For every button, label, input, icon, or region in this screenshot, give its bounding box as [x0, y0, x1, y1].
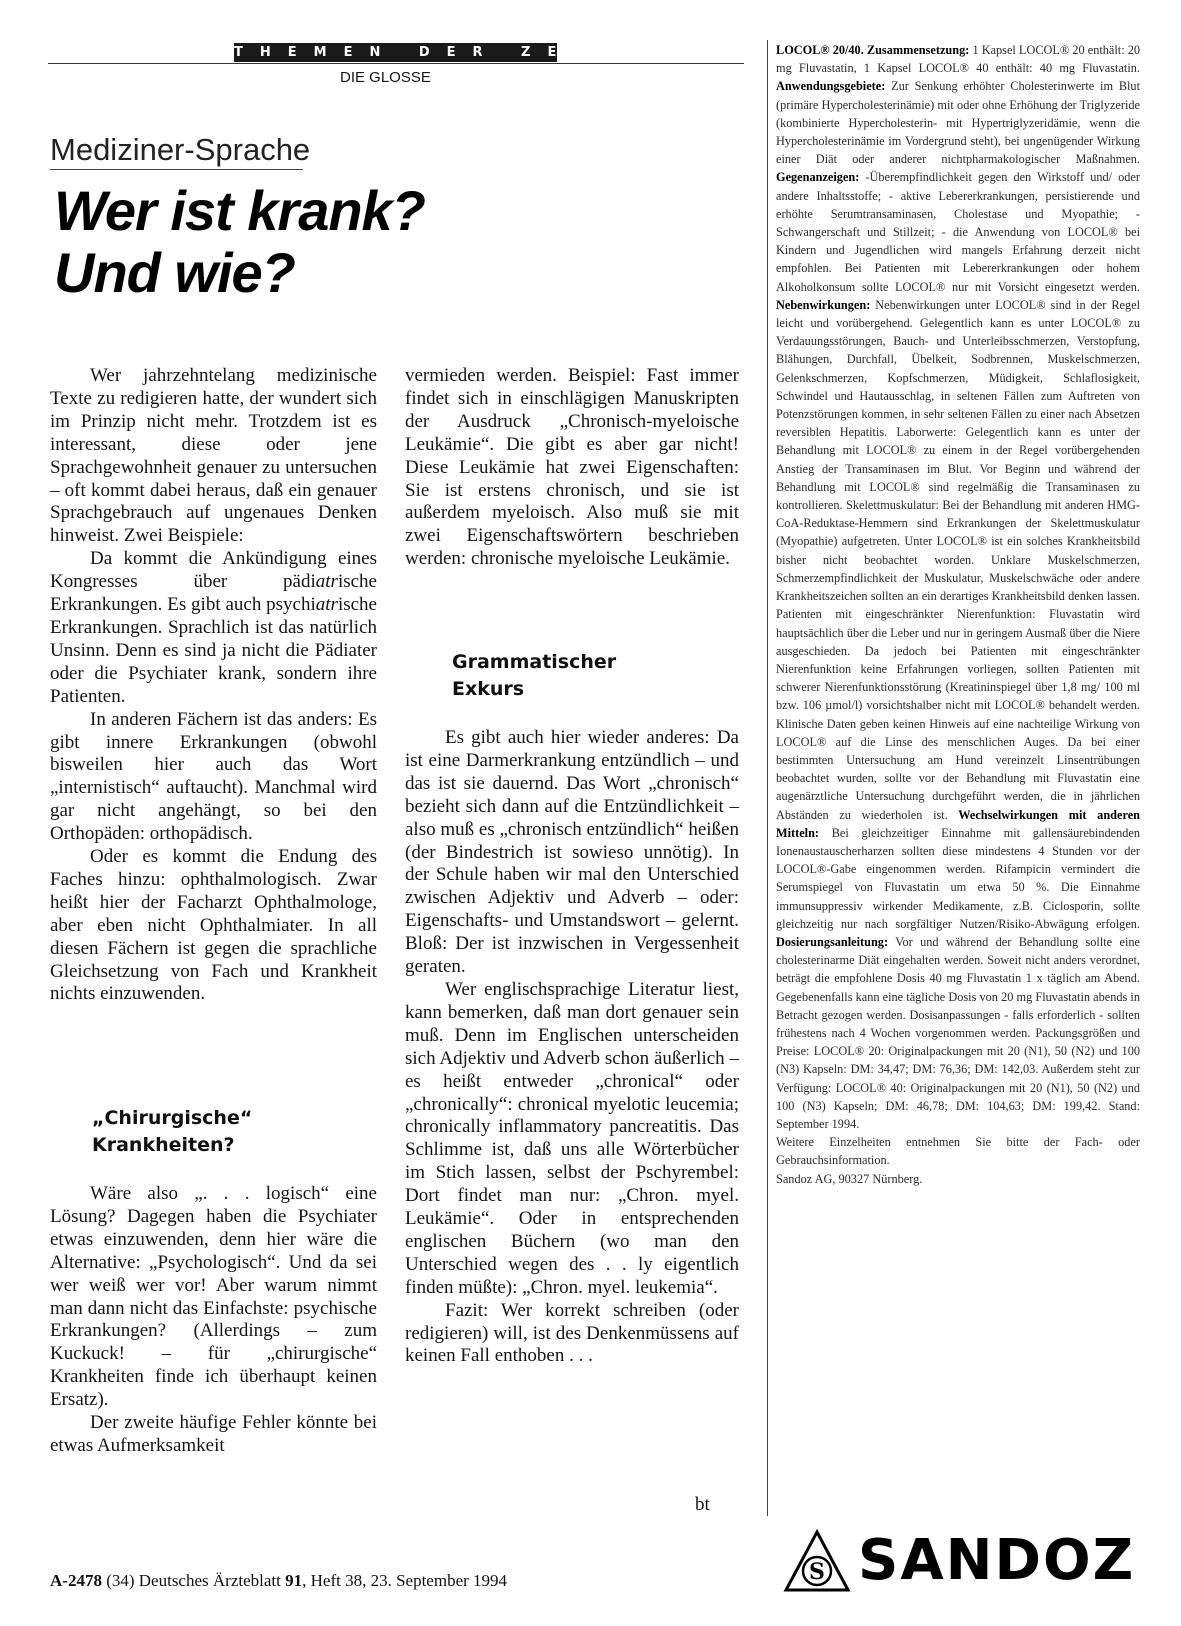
headline-line-1: Wer ist krank?: [54, 179, 425, 242]
paragraph: Da kommt die Ankündigung eines Kongresses über pädiatrische Erkrankungen. Es gibt auch psychiatrische Erkrankungen. Sprachlich ist das natürlich Unsinn. Denn es sind ja nicht die Pädiater oder die Psychiater krank, sondern ihre Patienten.: [50, 548, 377, 707]
paragraph: Fazit: Wer korrekt schreiben (oder redigieren) will, ist des Denkenmüssens auf keinen Fall enthoben . . .: [405, 1299, 739, 1367]
paragraph: Es gibt auch hier wieder anderes: Da ist eine Darmerkrankung entzündlich – und das ist sie dauernd. Das Wort „chronisch“ bezieht sich dann auf die Entzündlichkeit – also muß es „chronisch entzündlich“ heißen (der Bindestrich ist sowieso unnötig). In der Schule haben wir mal den Unterschied zwischen Adjektiv und Adverb – oder: Eigenschafts- und Umstandswort – gelernt. Bloß: Der ist inzwischen in Vergessenheit geraten.: [405, 727, 739, 978]
header-rule: [48, 63, 744, 64]
article-column-2-continued: [405, 727, 739, 1368]
sandoz-wordmark: SANDOZ: [858, 1528, 1136, 1593]
company-address: Sandoz AG, 90327 Nürnberg.: [776, 1171, 923, 1186]
sandoz-triangle-icon: [782, 1528, 852, 1594]
paragraph: Wer englischsprachige Literatur liest, kann bemerken, daß man dort genauer sein muß. Denn im Englischen unterscheiden sich Adjektiv und Adverb schon äußerlich – es heißt entweder „chronical“ oder „chronically“: chronical myelotic leucemia; chronically inflammatory pancreatitis. Das Schlimme ist, daß uns alle Wörterbücher im Stich lassen, selbst der Pschyrembel: Dort findet man nur: „Chron. myel. Leukämie“. Oder in entsprechenden englischen Büchern (wo man den Unterschied wegen des . . ly eigentlich finden müßte): „Chron. myel. leukemia“.: [405, 978, 739, 1298]
paragraph: In anderen Fächern ist das anders: Es gibt innere Erkrankungen (obwohl bisweilen hier auch das Wort „internistisch“ auftaucht). Manchmal wird gar nicht angehängt, so bei den Orthopäden: orthopädisch.: [50, 708, 377, 845]
page-footer: A-2478 (34) Deutsches Ärzteblatt 91, Heft 38, 23. September 1994: [50, 1571, 508, 1590]
paragraph: vermieden werden. Beispiel: Fast immer findet sich in einschlägigen Manuskripten der Ausdruck „Chronisch-myeloische Leukämie“. Die gibt es aber gar nicht! Diese Leukämie hat zwei Eigenschaften: Sie ist erstens chronisch, und sie ist außerdem myeloisch. Also muß sie mit zwei Eigenschaftswörtern beschrieben werden: chronische myeloische Leukämie.: [405, 365, 739, 570]
headline-line-2: Und wie?: [54, 241, 295, 304]
article-kicker: Mediziner-Sprache: [50, 132, 311, 167]
article-headline: [54, 180, 425, 304]
article-column-1-continued: [50, 1183, 377, 1458]
paragraph: Oder es kommt die Endung des Faches hinzu: ophthalmologisch. Zwar heißt hier der Facharzt Ophthalmologe, aber eben nicht Ophthalmiater. In all diesen Fächern ist gegen die sprachliche Gleichsetzung von Fach und Krankheit nichts einzuwenden.: [50, 846, 377, 1005]
product-info-text: LOCOL® 20/40. Zusammensetzung: 1 Kapsel LOCOL® 20 enthält: 20 mg Fluvastatin, 1 Kapsel LOCOL® 40 enthält: 40 mg Fluvastatin. Anwendungsgebiete: Zur Senkung erhöhter Cholesterinwerte im Blut (primäre Hypercholesterinämie) mit oder ohne Erhöhung der Triglyzeride (kombinierte Hypercholesterin- mit Hypertriglyzeridämie, wenn die Hypercholesterinämie im Vordergrund steht), bei ungenügender Wirkung einer Diät oder anderer nichtpharmakologischer Maßnahmen. Gegenanzeigen: -Überempfindlichkeit gegen den Wirkstoff und/ oder andere Inhaltsstoffe; - aktive Lebererkrankungen, persistierende und erhöhte Serumtransaminasen, Cholestase und Myopathie; -Schwangerschaft und Stillzeit; - die Anwendung von LOCOL® bei Kindern und Jugendlichen wird mangels Erfahrung derzeit nicht empfohlen. Bei Patienten mit Lebererkrankungen oder hohem Alkoholkonsum sollte LOCOL® nur mit Vorsicht eingesetzt werden. Nebenwirkungen: Nebenwirkungen unter LOCOL® sind in der Regel leicht und vorübergehend. Gelegentlich kann es unter LOCOL® zu Verdauungsstörungen, Bauch- und Unterleibsschmerzen, Verstopfung, Blähungen, Durchfall, Übelkeit, Sodbrennen, Muskelschmerzen, Gelenkschmerzen, Kopfschmerzen, Müdigkeit, Schlaflosigkeit, Schwindel und Hautausschlag, in seltenen Fällen zum Auftreten von Potenzstörungen kommen, in sehr seltenen Fällen zu einer nach Absetzen reversiblen Hepatitis. Laborwerte: Gelegentlich kann es unter der Behandlung mit LOCOL® zu einem in der Regel vorübergehenden Anstieg der Transaminasen im Blut. Vor Beginn und während der Behandlung mit LOCOL® sind regelmäßig die Transaminasen zu kontrollieren. Skelettmuskulatur: Bei der Behandlung mit anderen HMG-CoA-Reduktase-Hemmern sind Erkrankungen der Skelettmuskulatur (Myopathie) aufgetreten. Unter LOCOL® ist ein solches Krankheitsbild bisher nicht beobachtet worden. Unklare Muskelschmerzen, Schmerzempfindlichkeit der Muskulatur, Muskelschwäche oder andere Krankheitszeichen sollten an ein derartiges Krankheitsbild denken lassen. Patienten mit eingeschränkter Nierenfunktion: Fluvastatin wird hauptsächlich über die Leber und nur in geringem Ausmaß über die Niere ausgeschieden. Da jedoch bei Patienten mit eingeschränkter Nierenfunktion keine Erfahrungen vorliegen, sollten Patienten mit schwerer Nierenfunktionsstörung (Kreatininspiegel über 1,8 mg/ 100 ml bzw. 106 µmol/l) vorsichtshalber nicht mit LOCOL® behandelt werden. Klinische Daten geben keinen Hinweis auf eine nachteilige Wirkung von LOCOL® auf die Linse des menschlichen Auges. Da bei einer bestimmten Untersuchung am Hund vereinzelt Linsentrübungen beobachtet wurden, sollte vor der Behandlung mit Fluvastatin eine augenärztliche Untersuchung durchgeführt werden, die in jährlichen Abständen zu wiederholen ist. Wechselwirkungen mit anderen Mitteln: Bei gleichzeitiger Einnahme mit gallensäurebindenden Ionenaustauscherharzen sollten diese mindestens 4 Stunden vor der LOCOL®-Gabe eingenommen werden. Rifampicin vermindert die Serumspiegel von Fluvastatin um etwa 50 %. Die Einnahme immunsuppressiv wirkender Medikamente, z.B. Ciclosporin, sollte gleichzeitig nur nach sorgfältiger Nutzen/Risiko-Abwägung erfolgen. Dosierungsanleitung: Vor und während der Behandlung sollte eine cholesterinarme Diät eingehalten werden. Soweit nicht anders verordnet, beträgt die empfohlene Dosis 40 mg Fluvastatin 1 x täglich am Abend. Gegebenenfalls kann eine tägliche Dosis von 20 mg Fluvastatin abends in Betracht gezogen werden. Dosisanpassungen - falls erforderlich - sollten frühestens nach 4 Wochen vorgenommen werden. Packungsgrößen und Preise: LOCOL® 20: Originalpackungen mit 20 (N1), 50 (N2) und 100 (N3) Kapseln: DM: 34,47; DM: 76,36; DM: 142,03. Außerdem steht zur Verfügung: LOCOL® 40: Originalpackungen mit 20 (N1), 50 (N2) und 100 (N3) Kapseln; DM: 46,78; DM: 104,63; DM: 199,42. Stand: September 1994.: [776, 43, 1141, 1131]
column-divider: [767, 40, 768, 1516]
subheading-chirurgische: „Chirurgische“ Krankheiten?: [92, 1107, 253, 1156]
product-information: [776, 41, 1140, 1188]
article-column-1: [50, 365, 377, 1006]
kicker-underline: [50, 169, 303, 170]
paragraph: Wer jahrzehntelang medizinische Texte zu redigieren hatte, der wundert sich im Prinzip nicht mehr. Trotzdem ist es interessant, diese oder jene Sprachgewohnheit genauer zu untersuchen – oft kommt dabei heraus, daß ein genauer Sprachgebrauch auf ungenaues Denken hinweist. Zwei Beispiele:: [50, 365, 377, 547]
paragraph: Der zweite häufige Fehler könnte bei etwas Aufmerksamkeit: [50, 1412, 377, 1456]
section-banner: THEMEN DER ZEIT: [234, 45, 622, 60]
page-number: A-2478: [50, 1571, 102, 1590]
volume-number: 91: [285, 1571, 303, 1590]
author-signature: bt: [695, 1494, 710, 1515]
paragraph: Wäre also „. . . logisch“ eine Lösung? Dagegen haben die Psychiater etwas einzuwenden, denn hier wäre die Alternative: „Psychologisch“. Und da sei wer weiß wer vor! Aber warum nimmt man dann nicht das Einfachste: psychische Erkrankungen? (Allerdings – zum Kuckuck! – für „chirurgische“ Krankheiten finde ich überhaupt keinen Ersatz).: [50, 1183, 377, 1411]
column-label: DIE GLOSSE: [340, 69, 431, 86]
product-info-note: Weitere Einzelheiten entnehmen Sie bitte der Fach- oder Gebrauchsinformation.: [776, 1135, 1140, 1168]
article-column-2: [405, 365, 739, 571]
svg-text:S: S: [809, 1559, 825, 1585]
subheading-grammatischer-exkurs: Grammatischer Exkurs: [452, 651, 617, 700]
